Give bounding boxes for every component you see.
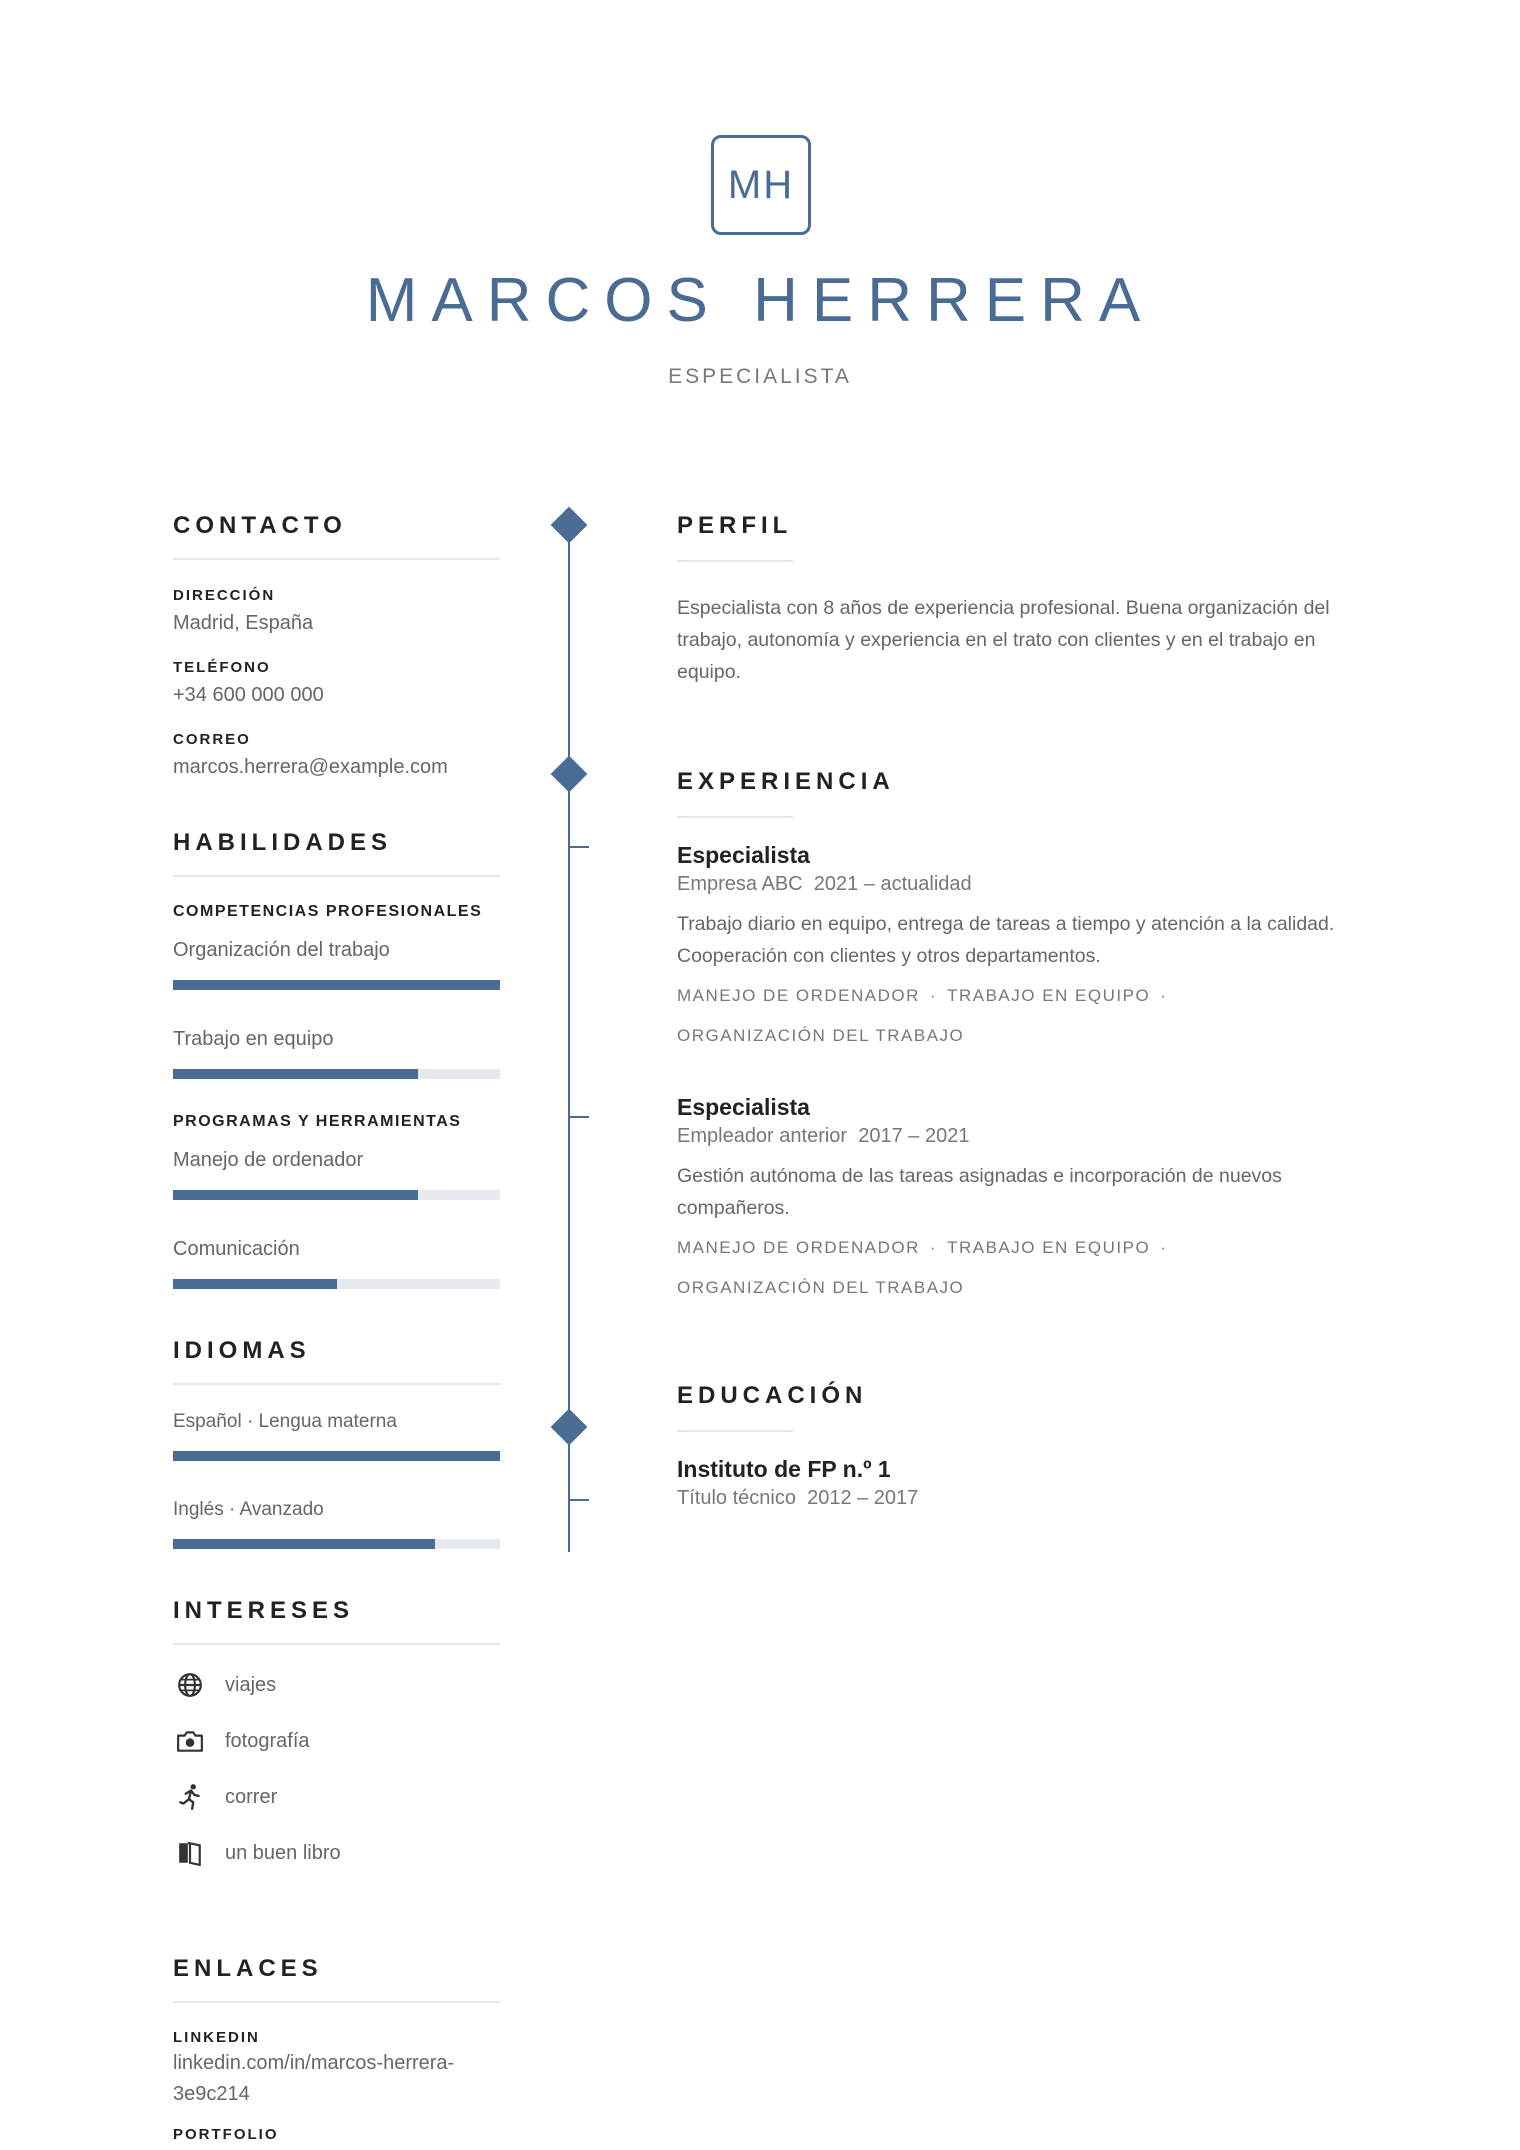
languages-section [173,1337,500,1549]
job-meta [677,873,1357,896]
job-subtitle: ESPECIALISTA [668,365,852,388]
job-tag: MANEJO DE ORDENADOR [677,1238,920,1257]
skill-item [173,1028,500,1079]
contact-label: CORREO [173,731,251,748]
job-description: Trabajo diario en equipo, entrega de tareas a tiempo y atención a la calidad. Cooperación con clientes y otros departamentos. [677,913,1335,967]
skill-name: Comunicación [173,1238,300,1260]
skill-bar [173,980,500,990]
profile-section [677,512,1357,688]
skill-item [173,1238,500,1289]
person-name: MARCOS HERRERA [365,266,1155,335]
job-period: 2021 – actualidad [813,873,972,895]
interests-section [173,1597,500,1881]
language-bar [173,1451,500,1461]
skills-section [173,829,500,1289]
profile-text: Especialista con 8 años de experiencia profesional. Buena organización del trabajo, autonomía y experiencia en el trato con clientes y en el trabajo en equipo. [677,597,1330,683]
interest-label: correr [225,1785,278,1808]
skill-item [173,939,500,990]
job-tag: ORGANIZACIÓN DEL TRABAJO [677,1026,965,1045]
interest-item [173,1657,500,1713]
timeline-tick [569,1116,589,1118]
skill-bar [173,1190,500,1200]
interest-label: viajes [225,1673,277,1696]
contact-value: Madrid, España [173,612,314,634]
job-tags [677,1228,1357,1308]
job-tags [677,976,1357,1056]
job-title: Especialista [677,1094,810,1120]
link-label: LINKEDIN [173,2029,260,2046]
skill-bar-fill [173,1190,418,1200]
job-company: Empleador anterior [677,1125,848,1147]
job-title: Especialista [677,842,810,868]
job-entry [677,842,1357,1056]
job-entry [677,1094,1357,1308]
timeline-diamond-perfil [551,507,588,544]
interests-list [173,1657,500,1881]
language-bar-fill [173,1539,435,1549]
job-tag: TRABAJO EN EQUIPO [947,986,1151,1005]
education-entry [677,1456,1357,1510]
skills-group-label: COMPETENCIAS PROFESIONALES [173,903,483,920]
timeline-diamond-educacion [551,1409,588,1446]
tag-separator: · [1160,986,1168,1005]
running-icon [173,1783,207,1811]
job-tag: TRABAJO EN EQUIPO [947,1238,1151,1257]
education-school: Instituto de FP n.º 1 [677,1456,891,1482]
skill-bar-fill [173,1279,337,1289]
language-name: Español · Lengua materna [173,1411,397,1432]
skill-name: Trabajo en equipo [173,1028,334,1050]
job-description: Gestión autónoma de las tareas asignadas e incorporación de nuevos compañeros. [677,1165,1282,1219]
timeline-tick [569,1499,589,1501]
contact-value: +34 600 000 000 [173,684,324,706]
education-meta [677,1487,1357,1510]
monogram-badge: MH [711,135,811,235]
education-degree: Título técnico [677,1487,796,1509]
job-period: 2017 – 2021 [858,1125,970,1147]
camera-icon [173,1727,207,1755]
job-company: Empresa ABC [677,873,803,895]
linkedin-link[interactable]: linkedin.com/in/marcos-herrera-3e9c214 [173,2052,455,2105]
contact-title: CONTACTO [173,512,500,560]
skill-item [173,1149,500,1200]
interest-item [173,1713,500,1769]
tag-separator: · [929,986,938,1005]
language-bar-fill [173,1451,500,1461]
interests-title: INTERESES [173,1597,500,1645]
timeline-diamond-experiencia [551,756,588,793]
contact-label: TELÉFONO [173,659,271,676]
skill-name: Organización del trabajo [173,939,390,961]
experience-section [677,768,1357,1308]
right-column [677,512,1357,1510]
globe-icon [173,1671,207,1699]
skill-bar [173,1069,500,1079]
education-period: 2012 – 2017 [807,1487,919,1509]
language-name: Inglés · Avanzado [173,1499,324,1520]
contact-label: DIRECCIÓN [173,587,276,604]
tag-separator: · [1160,1238,1168,1257]
interest-item [173,1825,500,1881]
interest-item [173,1769,500,1825]
interest-label: fotografía [225,1729,310,1752]
skills-title: HABILIDADES [173,829,500,877]
links-section [173,1955,500,2143]
contact-section [173,512,500,783]
education-title: EDUCACIÓN [677,1382,793,1432]
skill-bar [173,1279,500,1289]
timeline-line [568,527,570,1552]
job-tag: MANEJO DE ORDENADOR [677,986,920,1005]
profile-title: PERFIL [677,512,793,562]
languages-title: IDIOMAS [173,1337,500,1385]
experience-title: EXPERIENCIA [677,768,793,818]
contact-email[interactable]: marcos.herrera@example.com [173,756,448,778]
left-column [173,512,500,2143]
book-icon [173,1839,207,1867]
language-item [173,1411,500,1461]
links-title: ENLACES [173,1955,500,2003]
language-item [173,1499,500,1549]
tag-separator: · [929,1238,938,1257]
timeline-tick [569,846,589,848]
education-section [677,1382,1357,1510]
language-bar [173,1539,500,1549]
job-meta [677,1125,1357,1148]
link-label: PORTFOLIO [173,2126,279,2143]
skill-bar-fill [173,980,500,990]
skill-bar-fill [173,1069,418,1079]
interest-label: un buen libro [225,1841,341,1864]
job-tag: ORGANIZACIÓN DEL TRABAJO [677,1278,965,1297]
skill-name: Manejo de ordenador [173,1149,364,1171]
skills-group-label: PROGRAMAS Y HERRAMIENTAS [173,1113,462,1130]
